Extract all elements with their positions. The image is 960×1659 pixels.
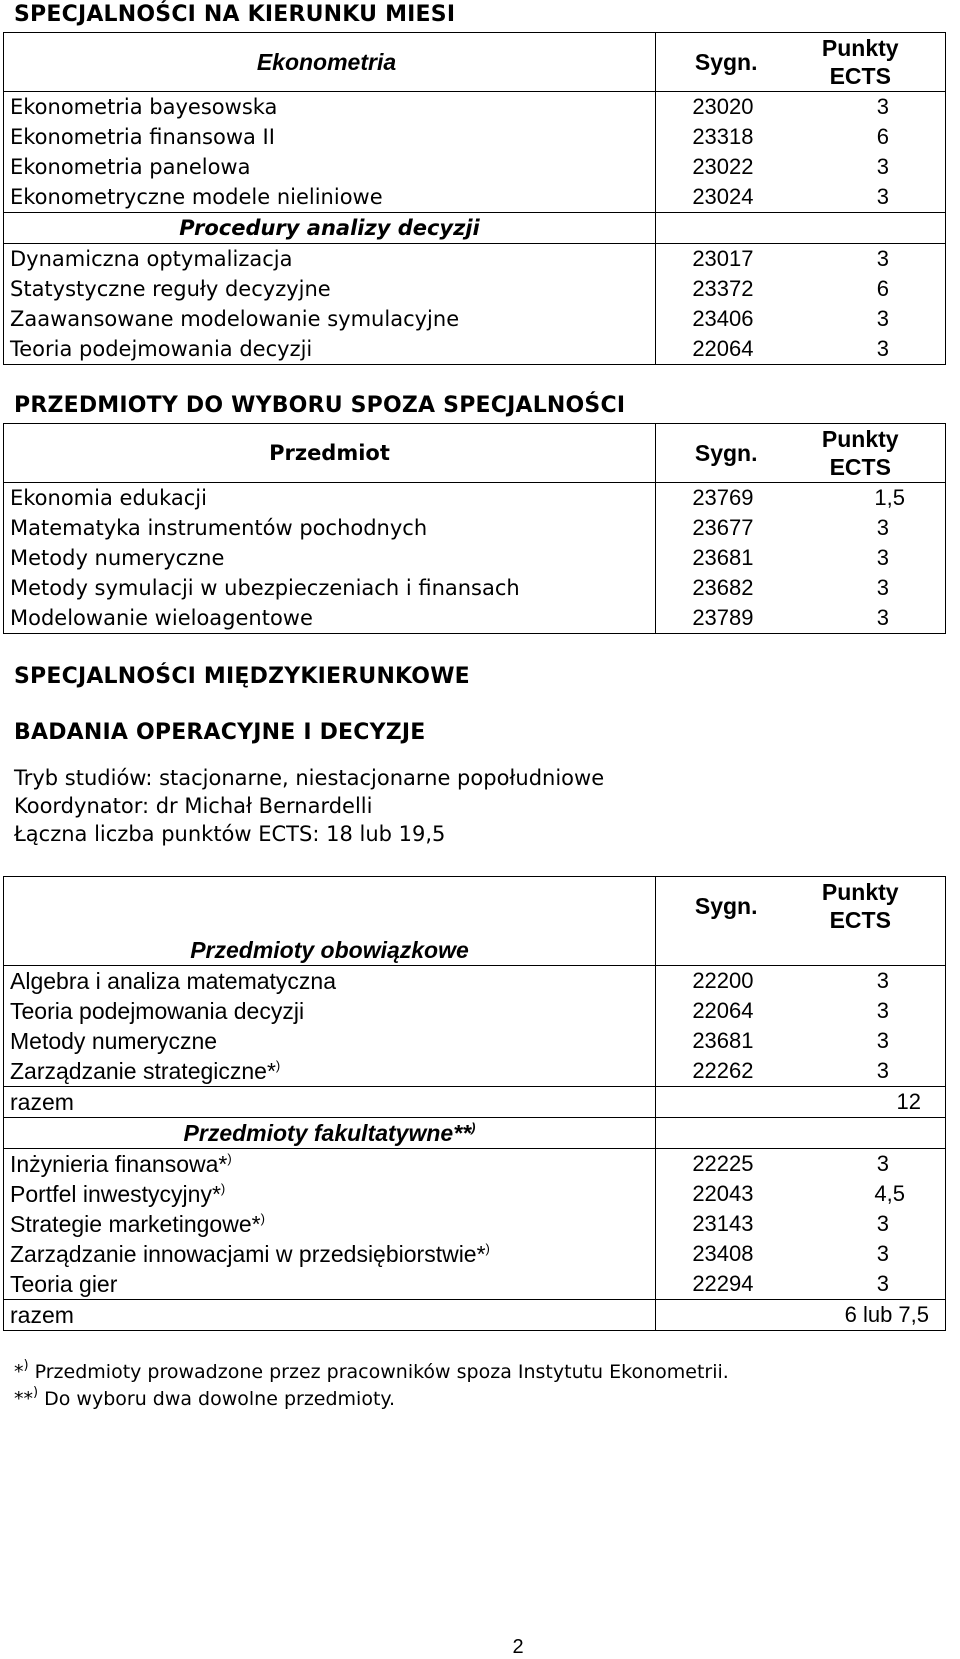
course-ects: 6: [776, 274, 946, 304]
course-ects: 3: [776, 543, 946, 573]
course-name: Ekonometria finansowa II: [4, 122, 656, 152]
course-name: Teoria podejmowania decyzji: [4, 334, 656, 365]
header-punkty: Punkty: [821, 35, 899, 61]
group-title-row: [4, 935, 946, 966]
course-name: Ekonometria bayesowska: [4, 92, 656, 123]
footnote: **) Do wyboru dwa dowolne przedmioty.: [14, 1385, 395, 1410]
footnote: *) Przedmioty prowadzone przez pracowników spoza Instytutu Ekonometrii.: [14, 1358, 729, 1383]
course-code: 22294: [656, 1269, 776, 1300]
course-name: Teoria gier: [4, 1269, 656, 1300]
course-code: 23318: [656, 122, 776, 152]
table-row: [4, 182, 946, 213]
course-ects: 3: [776, 996, 946, 1026]
table-row: [4, 1209, 946, 1239]
table-row: [4, 1056, 946, 1087]
course-ects: 3: [776, 304, 946, 334]
course-ects: 3: [776, 92, 946, 123]
table-row: [4, 966, 946, 997]
course-name: Algebra i analiza matematyczna: [4, 966, 656, 997]
header-punkty: Punkty: [821, 879, 899, 905]
course-ects: 3: [776, 152, 946, 182]
header-ects: ECTS: [829, 907, 891, 933]
course-code: 22064: [656, 334, 776, 365]
course-name: Ekonomia edukacji: [4, 483, 656, 514]
table-row: [4, 334, 946, 365]
course-name: Strategie marketingowe*): [4, 1209, 656, 1239]
course-ects: 3: [776, 603, 946, 634]
table-row: [4, 1239, 946, 1269]
table-row: [4, 152, 946, 182]
course-ects: 3: [776, 1056, 946, 1087]
subheader-row: [4, 213, 946, 244]
course-name: Modelowanie wieloagentowe: [4, 603, 656, 634]
page-number: 2: [512, 1636, 524, 1658]
info-tryb: Tryb studiów: stacjonarne, niestacjonarne popołudniowe: [14, 766, 605, 790]
total-label: razem: [4, 1300, 656, 1331]
course-code: 23681: [656, 1026, 776, 1056]
course-name: Metody numeryczne: [4, 543, 656, 573]
total-label: razem: [4, 1087, 656, 1118]
course-ects: 3: [776, 1269, 946, 1300]
table-row: [4, 603, 946, 634]
group-title-obowiazkowe: Przedmioty obowiązkowe: [4, 935, 656, 966]
table-row: [4, 1269, 946, 1300]
section-title-specjalnosci: SPECJALNOŚCI NA KIERUNKU MIESI: [14, 2, 456, 27]
course-code: 22200: [656, 966, 776, 997]
course-name: Dynamiczna optymalizacja: [4, 244, 656, 275]
course-ects: 3: [776, 334, 946, 365]
table-row: [4, 1149, 946, 1180]
course-code: 23769: [656, 483, 776, 514]
course-name: Teoria podejmowania decyzji: [4, 996, 656, 1026]
subheader-procedury: Procedury analizy decyzji: [4, 213, 656, 244]
table-row: [4, 304, 946, 334]
course-name: Zarządzanie strategiczne*): [4, 1056, 656, 1087]
course-ects: 3: [776, 513, 946, 543]
course-name: Zarządzanie innowacjami w przedsiębiorstwie*): [4, 1239, 656, 1269]
specialization-table: [3, 32, 946, 365]
header-ects: ECTS: [829, 63, 891, 89]
course-code: 23372: [656, 274, 776, 304]
info-koordynator: Koordynator: dr Michał Bernardelli: [14, 794, 373, 818]
study-info: [14, 764, 960, 848]
course-code: 23017: [656, 244, 776, 275]
course-code: 23681: [656, 543, 776, 573]
header-punkty-ects: [776, 33, 946, 92]
header-ekonometria: Ekonometria: [4, 33, 656, 92]
course-name: Ekonometria panelowa: [4, 152, 656, 182]
course-ects: 3: [776, 573, 946, 603]
course-code: 23024: [656, 182, 776, 213]
course-name: Matematyka instrumentów pochodnych: [4, 513, 656, 543]
group-title-row: [4, 1118, 946, 1149]
table-header-row: [4, 33, 946, 92]
course-code: 22043: [656, 1179, 776, 1209]
course-name: Portfel inwestycyjny*): [4, 1179, 656, 1209]
course-code: 23408: [656, 1239, 776, 1269]
course-ects: 4,5: [776, 1179, 946, 1209]
course-code: 23022: [656, 152, 776, 182]
course-code: 23677: [656, 513, 776, 543]
course-ects: 1,5: [776, 483, 946, 514]
course-code: 23020: [656, 92, 776, 123]
elective-table: [3, 423, 946, 634]
course-code: 22225: [656, 1149, 776, 1180]
course-ects: 3: [776, 1149, 946, 1180]
course-name: Zaawansowane modelowanie symulacyjne: [4, 304, 656, 334]
course-ects: 3: [776, 244, 946, 275]
header-sygn: Sygn.: [656, 33, 776, 92]
table-row: [4, 573, 946, 603]
course-name: Ekonometryczne modele nieliniowe: [4, 182, 656, 213]
course-code: 23682: [656, 573, 776, 603]
course-code: 22262: [656, 1056, 776, 1087]
section-subtitle-badania: BADANIA OPERACYJNE I DECYZJE: [14, 720, 426, 745]
total-ects: 12: [776, 1087, 946, 1118]
table-row: [4, 274, 946, 304]
course-ects: 3: [776, 966, 946, 997]
course-name: Metody numeryczne: [4, 1026, 656, 1056]
footnotes: [14, 1359, 960, 1413]
group-title-fakultatywne: Przedmioty fakultatywne**): [4, 1118, 656, 1149]
table-row: [4, 513, 946, 543]
header-punkty: Punkty: [821, 426, 899, 452]
table-row: [4, 1026, 946, 1056]
course-code: 23406: [656, 304, 776, 334]
info-ects: Łączna liczba punktów ECTS: 18 lub 19,5: [14, 822, 446, 846]
table-row: [4, 543, 946, 573]
table-header-row: [4, 424, 946, 483]
header-sygn: Sygn.: [656, 877, 776, 936]
operations-research-table: [3, 876, 946, 1331]
course-ects: 3: [776, 1209, 946, 1239]
course-code: 23143: [656, 1209, 776, 1239]
course-code: 22064: [656, 996, 776, 1026]
table-row: [4, 244, 946, 275]
total-ects: 6 lub 7,5: [776, 1300, 946, 1331]
course-ects: 6: [776, 122, 946, 152]
table-row: [4, 483, 946, 514]
total-row: [4, 1300, 946, 1331]
table-header-row: [4, 877, 946, 936]
course-ects: 3: [776, 1239, 946, 1269]
course-name: Inżynieria finansowa*): [4, 1149, 656, 1180]
table-row: [4, 996, 946, 1026]
course-name: Metody symulacji w ubezpieczeniach i finansach: [4, 573, 656, 603]
table-row: [4, 122, 946, 152]
course-name: Statystyczne reguły decyzyjne: [4, 274, 656, 304]
course-code: 23789: [656, 603, 776, 634]
header-przedmiot: Przedmiot: [4, 424, 656, 483]
course-ects: 3: [776, 1026, 946, 1056]
section-title-miedzykierunkowe: SPECJALNOŚCI MIĘDZYKIERUNKOWE: [14, 664, 470, 689]
total-row: [4, 1087, 946, 1118]
header-punkty-ects: [776, 877, 946, 936]
header-ects: ECTS: [829, 454, 891, 480]
course-ects: 3: [776, 182, 946, 213]
table-row: [4, 92, 946, 123]
header-punkty-ects: [776, 424, 946, 483]
section-title-przedmioty-do-wyboru: PRZEDMIOTY DO WYBORU SPOZA SPECJALNOŚCI: [14, 393, 626, 418]
header-sygn: Sygn.: [656, 424, 776, 483]
table-row: [4, 1179, 946, 1209]
